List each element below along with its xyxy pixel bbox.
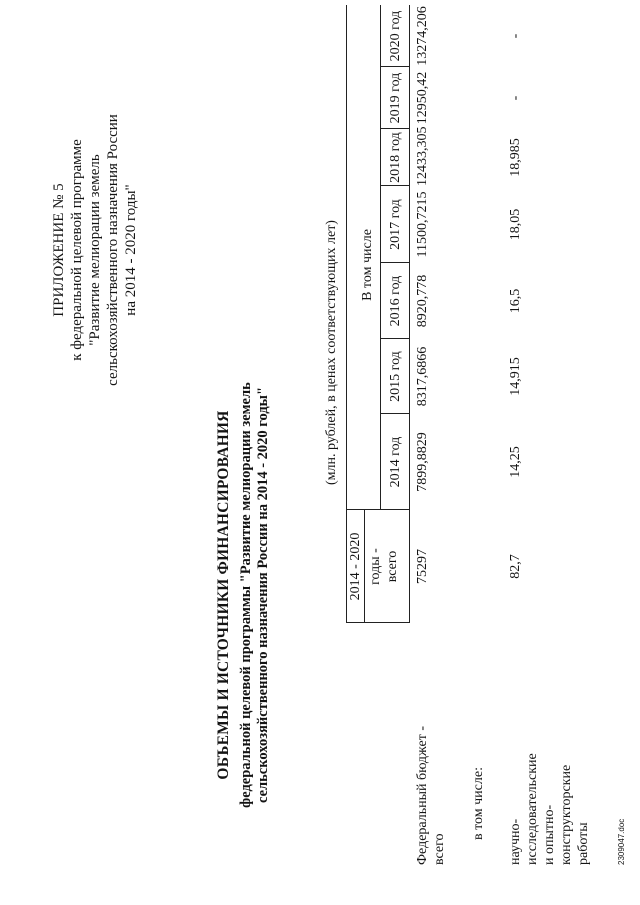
units-note: (млн. рублей, в ценах соответствующих лет) [324,220,339,485]
header-total-label: всего [385,550,400,583]
value-cell: 11500,7215 [415,191,430,258]
header-year: 2018 год [388,132,403,183]
title-line: сельскохозяйственного назначения России на 2014 - 2020 годы" [255,386,271,804]
footer-filename: 2309047.doc [617,818,626,865]
value-cell: 14,915 [508,357,523,396]
table-rule-years [380,5,381,510]
value-cell: 7899,8829 [415,432,430,492]
row-label-federal-budget: Федеральный бюджет - всего [415,725,447,865]
header-total-label: годы - [368,548,383,585]
header-total-period: 2014 - 2020 [348,532,363,601]
header-year: 2014 год [388,436,403,488]
table-border-bottom [409,5,410,623]
header-year: 2020 год [388,10,403,62]
value-total: 82,7 [508,554,523,579]
appendix-line: к федеральной целевой программе [69,139,85,361]
value-cell: 8920,778 [415,274,430,328]
row-label-including: в том числе: [471,767,486,840]
table-rule-total [364,510,365,623]
header-year: 2017 год [388,199,403,250]
appendix-line: ПРИЛОЖЕНИЕ № 5 [51,183,67,317]
header-year: 2019 год [388,72,403,124]
title-main: ОБЪЕМЫ И ИСТОЧНИКИ ФИНАНСИРОВАНИЯ [215,410,232,780]
title-line: федеральной целевой программы "Развитие мелиорации земель [238,382,254,808]
appendix-line: "Развитие мелиорации земель [87,154,103,346]
value-cell: 12433,305 [415,126,430,186]
value-cell: 14,25 [508,446,523,478]
header-year: 2015 год [388,351,403,402]
value-cell: - [508,95,523,101]
row-label-rnd: научно- исследовательские и опытно- конструкторские работы [508,753,591,865]
value-cell: 8317,6866 [415,346,430,407]
value-cell: 12950,42 [415,71,430,125]
header-including: В том числе [360,229,375,301]
value-cell: 18,985 [508,138,523,177]
value-cell: 18,05 [508,208,523,241]
value-cell: 13274,206 [415,6,430,66]
value-cell: 16,5 [508,288,523,314]
value-cell: - [508,33,523,39]
value-total: 75297 [415,549,430,584]
header-year: 2016 год [388,275,403,327]
appendix-line: на 2014 - 2020 годы" [123,184,139,316]
appendix-line: сельскохозяйственного назначения России [105,114,121,386]
document-title [215,305,272,885]
document-page [10,0,630,885]
appendix-header [50,0,140,885]
